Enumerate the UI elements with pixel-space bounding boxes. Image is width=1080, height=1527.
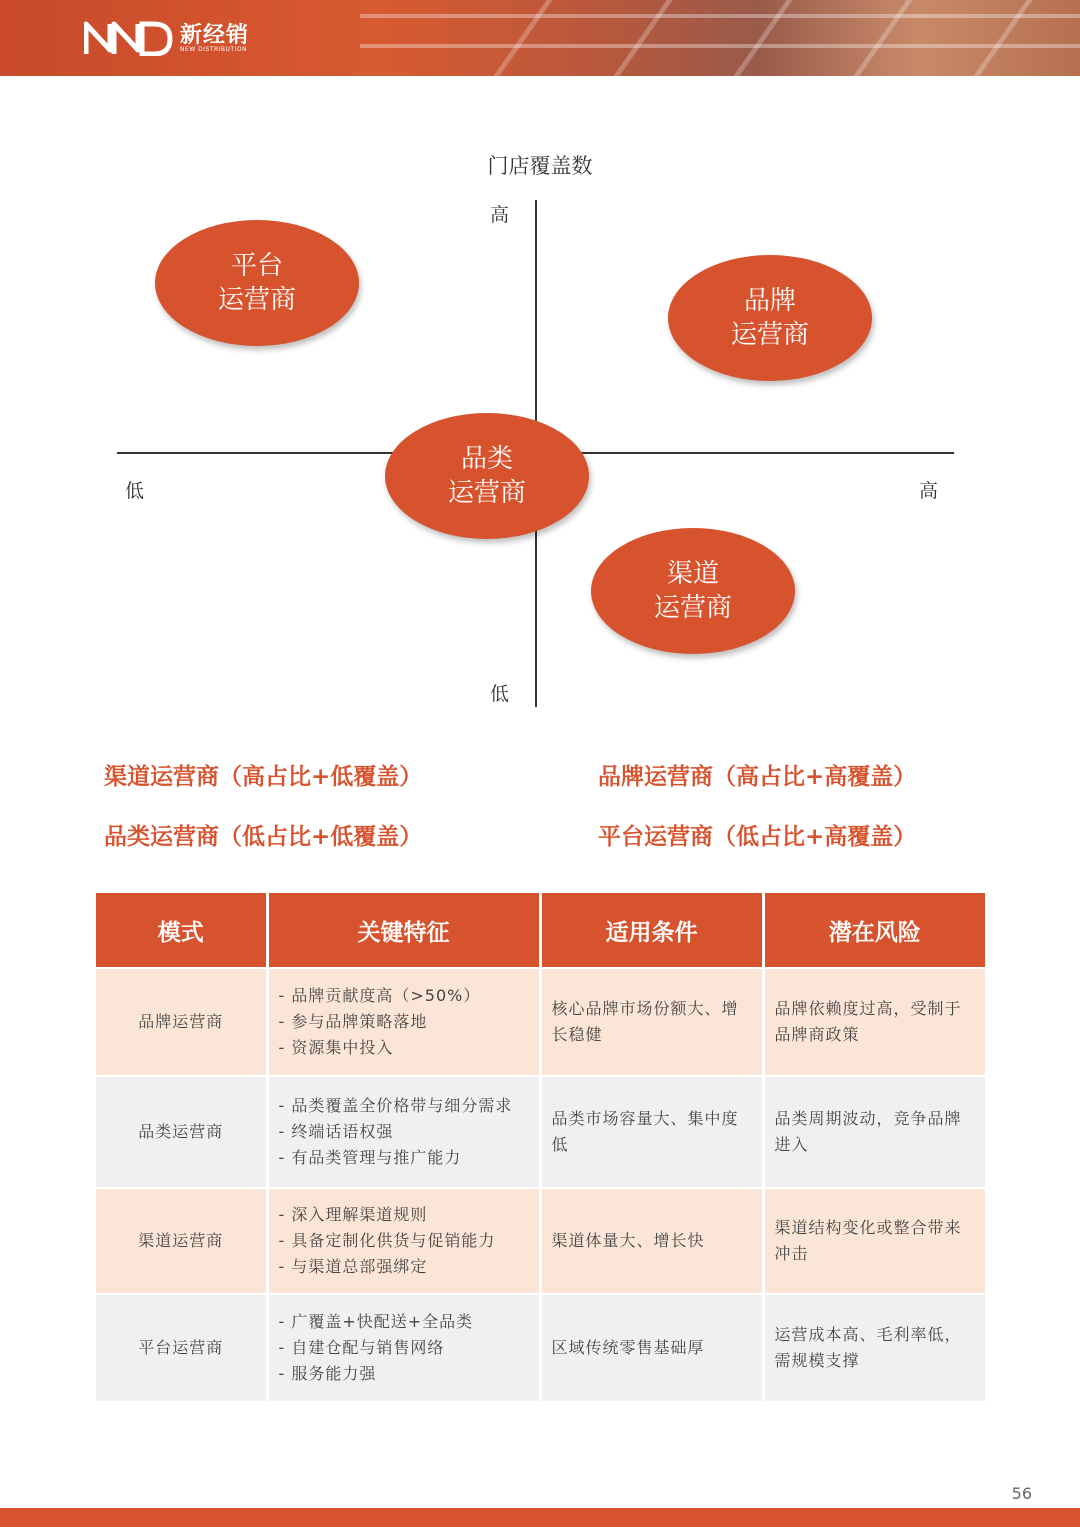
table-row [96,968,985,1076]
shelf-decoration [613,0,672,76]
shelf-decoration [853,0,912,76]
cell-mode: 平台运营商 [96,1294,267,1401]
shelf-decoration [493,0,552,76]
cell-features [267,1294,540,1401]
feature-item: - 品牌贡献度高（>50%） [278,986,481,1005]
channel-operator-ellipse [591,528,795,654]
shelf-decoration [973,0,1032,76]
legend-channel-operator: 渠道运营商（高占比+低覆盖） [104,764,423,790]
table-row [96,1076,985,1188]
table-row [96,1188,985,1294]
header-risks: 潜在风险 [763,893,985,968]
legend-category-operator: 品类运营商（低占比+低覆盖） [104,824,423,850]
feature-item: - 具备定制化供货与促销能力 [278,1231,496,1250]
header-conditions: 适用条件 [540,893,763,968]
table-row [96,1294,985,1401]
ellipse-label: 渠道 [666,559,719,589]
ellipse-label: 运营商 [217,285,296,315]
ellipse-label: 平台 [230,251,283,281]
feature-item: - 自建仓配与销售网络 [278,1338,445,1357]
x-axis-high-label: 高 [919,480,939,502]
legend-platform-operator: 平台运营商（低占比+高覆盖） [598,824,917,850]
header-mode: 模式 [96,893,267,968]
category-operator-ellipse [385,413,589,539]
operator-comparison-table [96,893,985,1401]
cell-features [267,1076,540,1188]
feature-item: - 深入理解渠道规则 [278,1205,428,1224]
footer-bar [0,1508,1080,1527]
cell-mode: 渠道运营商 [96,1188,267,1294]
header-banner [0,0,1080,76]
cell-features [267,1188,540,1294]
logo-subtitle: NEW DISTRIBUTION [180,46,248,53]
logo-text: 新经销 [180,23,250,48]
ellipse-label: 品牌 [743,286,796,316]
cell-conditions: 品类市场容量大、集中度低 [540,1076,763,1188]
y-axis-low-label: 低 [490,683,510,705]
legend-brand-operator: 品牌运营商（高占比+高覆盖） [598,764,917,790]
shelf-decoration [733,0,792,76]
feature-item: - 与渠道总部强绑定 [278,1257,428,1276]
page-number: 56 [1011,1484,1032,1503]
y-axis-high-label: 高 [490,204,510,226]
shelf-decoration [360,14,1080,18]
ellipse-label: 品类 [460,444,513,474]
feature-item: - 资源集中投入 [278,1038,394,1057]
x-axis-low-label: 低 [125,480,145,502]
table-header-row [96,893,985,968]
brand-operator-ellipse [668,255,872,381]
feature-item: - 终端话语权强 [278,1122,394,1141]
cell-features [267,968,540,1076]
y-axis-title: 门店覆盖数 [487,154,593,178]
header-features: 关键特征 [267,893,540,968]
ellipse-label: 运营商 [447,478,526,508]
feature-item: - 参与品牌策略落地 [278,1012,428,1031]
cell-risks: 品类周期波动，竞争品牌进入 [763,1076,985,1188]
cell-risks: 品牌依赖度过高，受制于品牌商政策 [763,968,985,1076]
ellipse-label: 运营商 [653,593,732,623]
cell-conditions: 区域传统零售基础厚 [540,1294,763,1401]
logo-icon [84,20,174,56]
shelf-decoration [360,44,1080,48]
cell-conditions: 渠道体量大、增长快 [540,1188,763,1294]
feature-item: - 服务能力强 [278,1364,377,1383]
quadrant-diagram [0,130,1080,720]
cell-risks: 运营成本高、毛利率低，需规模支撑 [763,1294,985,1401]
cell-risks: 渠道结构变化或整合带来冲击 [763,1188,985,1294]
feature-item: - 广覆盖+快配送+全品类 [278,1312,474,1331]
cell-mode: 品牌运营商 [96,968,267,1076]
platform-operator-ellipse [155,220,359,346]
cell-mode: 品类运营商 [96,1076,267,1188]
cell-conditions: 核心品牌市场份额大、增长稳健 [540,968,763,1076]
ellipse-label: 运营商 [730,320,809,350]
feature-item: - 有品类管理与推广能力 [278,1148,462,1167]
feature-item: - 品类覆盖全价格带与细分需求 [278,1096,513,1115]
